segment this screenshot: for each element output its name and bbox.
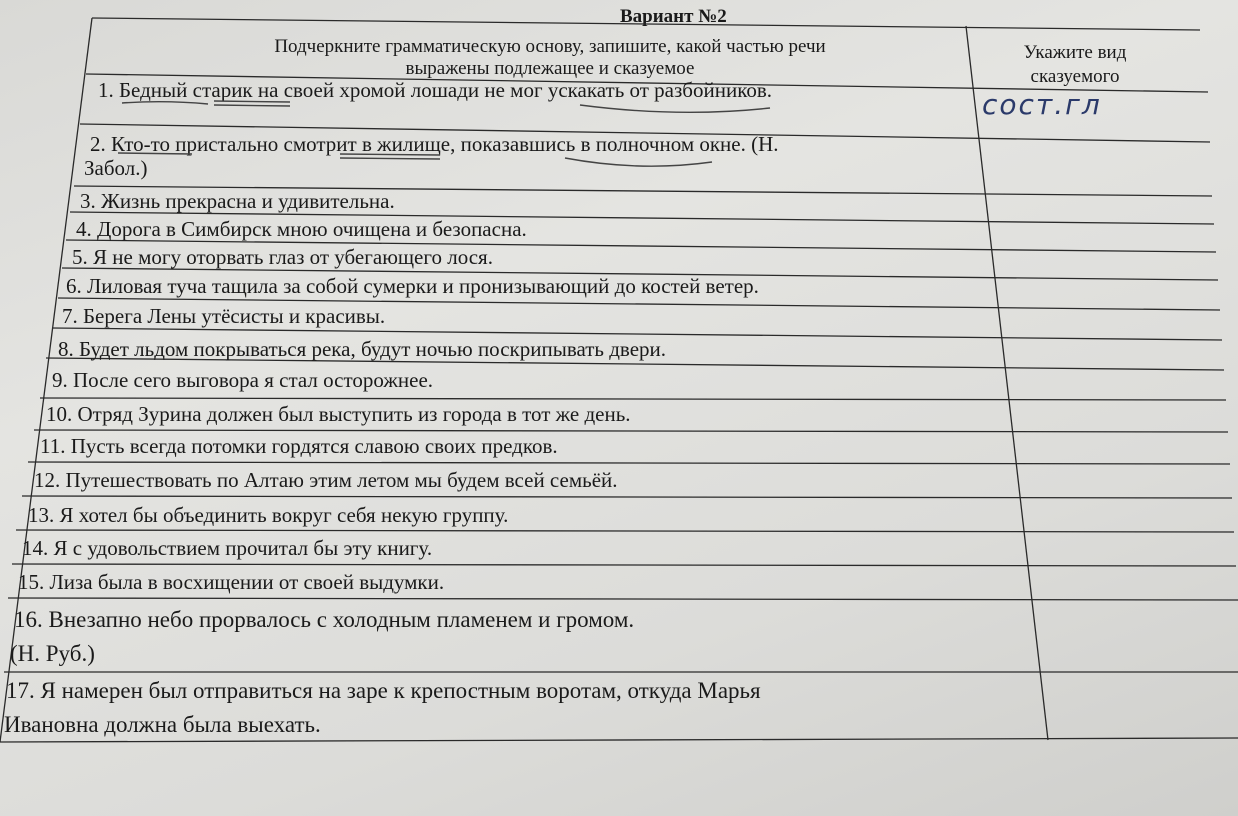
variant-title: Вариант №2 xyxy=(620,6,727,27)
header-task-line1: Подчеркните грамматическую основу, запишите, какой частью речи xyxy=(274,36,826,57)
sentence-row-4: 4. Дорога в Симбирск мною очищена и безопасна. xyxy=(76,217,527,241)
sentence-row-13: 13. Я хотел бы объединить вокруг себя некую группу. xyxy=(28,503,509,527)
sentence-row-17-line2: Ивановна должна была выехать. xyxy=(4,712,321,737)
sentence-row-2-line1: 2. Кто-то пристально смотрит в жилище, показавшись в полночном окне. (Н. xyxy=(90,132,779,156)
sentence-row-10: 10. Отряд Зурина должен был выступить из города в тот же день. xyxy=(46,402,631,426)
handwritten-answer: сост.гл xyxy=(982,88,1102,121)
sentence-row-12: 12. Путешествовать по Алтаю этим летом мы будем всей семьёй. xyxy=(34,468,618,492)
sentence-row-5: 5. Я не могу оторвать глаз от убегающего лося. xyxy=(72,245,493,269)
sentence-row-17-line1: 17. Я намерен был отправиться на заре к крепостным воротам, откуда Марья xyxy=(6,678,761,703)
header-col2-line1: Укажите вид xyxy=(1023,42,1127,63)
header-col2-line2: сказуемого xyxy=(1030,66,1120,87)
sentence-row-15: 15. Лиза была в восхищении от своей выдумки. xyxy=(18,570,445,594)
sentence-row-1: 1. Бедный старик на своей хромой лошади не мог ускакать от разбойников. xyxy=(98,78,772,102)
sentence-row-16-line1: 16. Внезапно небо прорвалось с холодным пламенем и громом. xyxy=(14,607,635,632)
header-task-line2: выражены подлежащее и сказуемое xyxy=(405,58,695,79)
sentence-row-3: 3. Жизнь прекрасна и удивительна. xyxy=(80,189,395,213)
sentence-row-2-line2: Забол.) xyxy=(84,156,148,180)
sentence-row-11: 11. Пусть всегда потомки гордятся славою своих предков. xyxy=(40,434,558,458)
sentence-row-9: 9. После сего выговора я стал осторожнее. xyxy=(52,368,434,392)
sentence-row-7: 7. Берега Лены утёсисты и красивы. xyxy=(62,304,386,328)
sentence-row-14: 14. Я с удовольствием прочитал бы эту книгу. xyxy=(22,536,433,560)
sentence-row-6: 6. Лиловая туча тащила за собой сумерки и пронизывающий до костей ветер. xyxy=(66,274,759,298)
sentence-row-8: 8. Будет льдом покрываться река, будут ночью поскрипывать двери. xyxy=(58,337,667,361)
sentence-row-16-line2: (Н. Руб.) xyxy=(10,641,95,666)
